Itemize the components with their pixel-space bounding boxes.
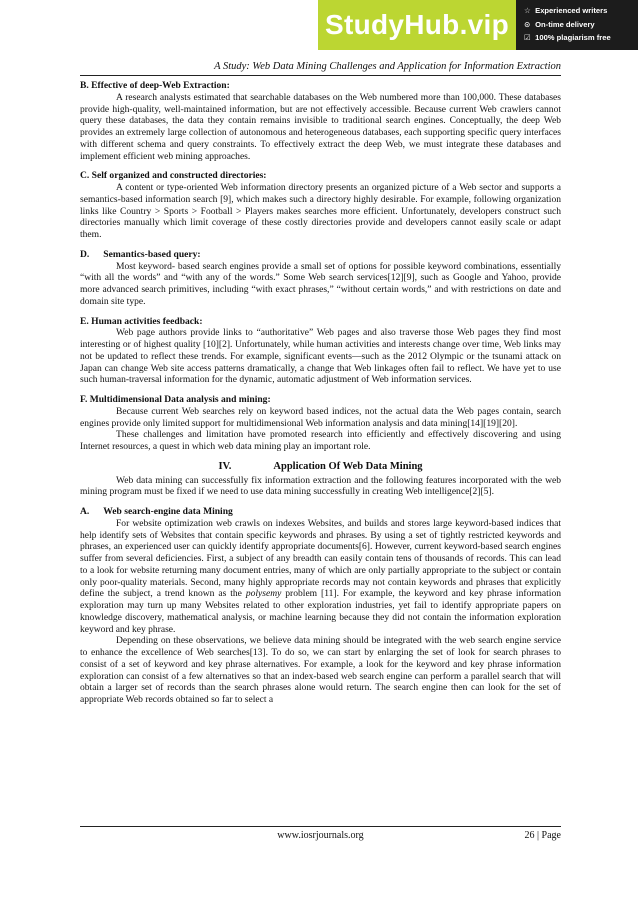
ad-banner[interactable] xyxy=(318,0,638,50)
section-title: Application Of Web Data Mining xyxy=(273,460,423,472)
studyhub-logo[interactable]: StudyHub.vip xyxy=(318,0,516,50)
feature-item xyxy=(524,31,638,45)
footer-url[interactable]: www.iosrjournals.org xyxy=(277,830,364,841)
section-number: IV. xyxy=(218,460,232,472)
section-heading-b: B. Effective of deep-Web Extraction: xyxy=(80,80,230,91)
section-label: D. xyxy=(80,248,90,260)
paragraph-e: Web page authors provide links to “authoritative” Web pages and also traverse those Web pages they find most interesting or of highest quality [10][2]. Unfortunately, while human activities and interests change over time, Web links may not be updated to reflect these trends. For example, significant events—such as the 2012 Olympic or the tsunami attack on Japan can change Web site access patterns dramatically, a change that Web linkages often fail to reflect. We have yet to use such human-traversal information for the dynamic, automatic adjustment of Web information services. xyxy=(80,327,561,386)
check-icon: ☑ xyxy=(524,33,531,42)
paragraph-iv-intro: Web data mining can successfully fix information extraction and the following features incorporated with the web mining program must be fixed if we need to use data mining successfully in creating Web intelligence[2][5]. xyxy=(80,474,561,498)
paragraph-b: A research analysts estimated that searchable databases on the Web numbered more than 100,000. These databases provide high-quality, well-maintained information, but are not effectively accessible. Because current Web crawlers cannot query these databases, the data they contain remains invisible to traditional search engines. Conceptually, the deep Web provides an extremely large collection of autonomous and heterogeneous databases, each supporting specific query interfaces with different schema and query constraints. To effectively extract the deep Web, we must integrate these databases and implement efficient web mining approaches. xyxy=(80,91,561,162)
paragraph-f2: These challenges and limitation have promoted research into efficiently and effectively discovering and using Internet resources, a quest in which web data mining play an important role. xyxy=(80,429,561,452)
section-heading-f: F. Multidimensional Data analysis and mining: xyxy=(80,394,271,405)
star-icon: ☆ xyxy=(524,6,531,15)
section-label: A. xyxy=(80,506,90,517)
page-body xyxy=(80,80,561,706)
running-title: A Study: Web Data Mining Challenges and Application for Information Extraction xyxy=(214,61,561,72)
section-heading-d xyxy=(80,249,561,261)
paragraph-a1 xyxy=(80,518,561,636)
feature-item xyxy=(524,4,638,18)
section-title: Web search-engine data Mining xyxy=(103,506,233,517)
section-heading-c: C. Self organized and constructed directories: xyxy=(80,170,267,182)
feature-text: 100% plagiarism free xyxy=(535,33,611,42)
emphasis-polysemy: polysemy xyxy=(245,588,282,600)
feature-text: Experienced writers xyxy=(535,6,608,15)
section-title: Semantics-based query: xyxy=(103,248,201,260)
feature-item xyxy=(524,18,638,32)
paragraph-c: A content or type-oriented Web information directory presents an organized picture of a Web sector and supports a semantics-based information search [9], which makes such a directory highly desirable. For example, following organization links like Country > Sports > Football > Players makes searches more efficient. Unfortunately, developers construct such directories manually which limit coverage of these costly directories provide and developers cannot easily scale or adapt them. xyxy=(80,182,561,240)
section-heading-e: E. Human activities feedback: xyxy=(80,315,203,327)
text-run: For website optimization web crawls on indexes Websites, and builds and stores large keyword-based indices that help identify sets of Websites that contain specific keywords and phrases. By using a set of tightly restricted keywords and phrases, an experienced user can quickly identify appropriate documents[6]. However, current keyword-based search engines suffer from several deficiencies. First, a subject of any breadth can easily contain tens of thousands of records. This can lead to a look for website returning many document entries, many of which are only partially appropriate to the subject or contain only poor-quality materials. Second, many highly appropriate records may not contain keywords and phrases that explicitly define the subject, a trend known as the xyxy=(80,517,561,600)
section-heading-iv xyxy=(80,461,561,473)
feature-text: On-time delivery xyxy=(535,19,595,29)
paragraph-f1: Because current Web searches rely on keyword based indices, not the actual data the Web pages contain, search engines provide only limited support for multidimensional Web information analysis and data mining[14][19][20]. xyxy=(80,405,561,429)
clock-icon: ⊙ xyxy=(524,19,531,29)
section-heading-a xyxy=(80,506,561,518)
paragraph-a2: Depending on these observations, we believe data mining should be integrated with the web search engine service to enhance the excellence of Web searches[13]. To do so, we can start by enlarging the set of look for search phrases to consist of a set of keyword and key phrase alternatives. For example, a look for the keyword and key phrase information exploration can consist of a few alternatives so that an index-based web search engine can perform a parallel search that will obtain a larger set of records than the search phrases alone would return. The search engine then can look for the set of appropriate Web records obtained so far to select a xyxy=(80,635,561,705)
header-divider xyxy=(80,75,561,76)
text-run: problem [11]. For example, the keyword and key phrase information exploration may turn up many Websites related to other exploration industries, yet fail to identify appropriate papers on knowledge discovery, mathematical analysis, or machine learning because they did not contain the information exploration keyword and key phrase. xyxy=(80,588,561,635)
feature-list xyxy=(524,4,638,45)
paragraph-d: Most keyword- based search engines provide a small set of options for possible keyword combinations, essentially “with all the words” and “with any of the words.” Some Web search services[12][9], such as Google and Yahoo, provide more advanced search primitives, including “with exact phrases,” “without certain words,” and with restrictions on date and domain site type. xyxy=(80,260,561,307)
footer-divider xyxy=(80,826,561,827)
page-number: 26 | Page xyxy=(524,830,561,841)
